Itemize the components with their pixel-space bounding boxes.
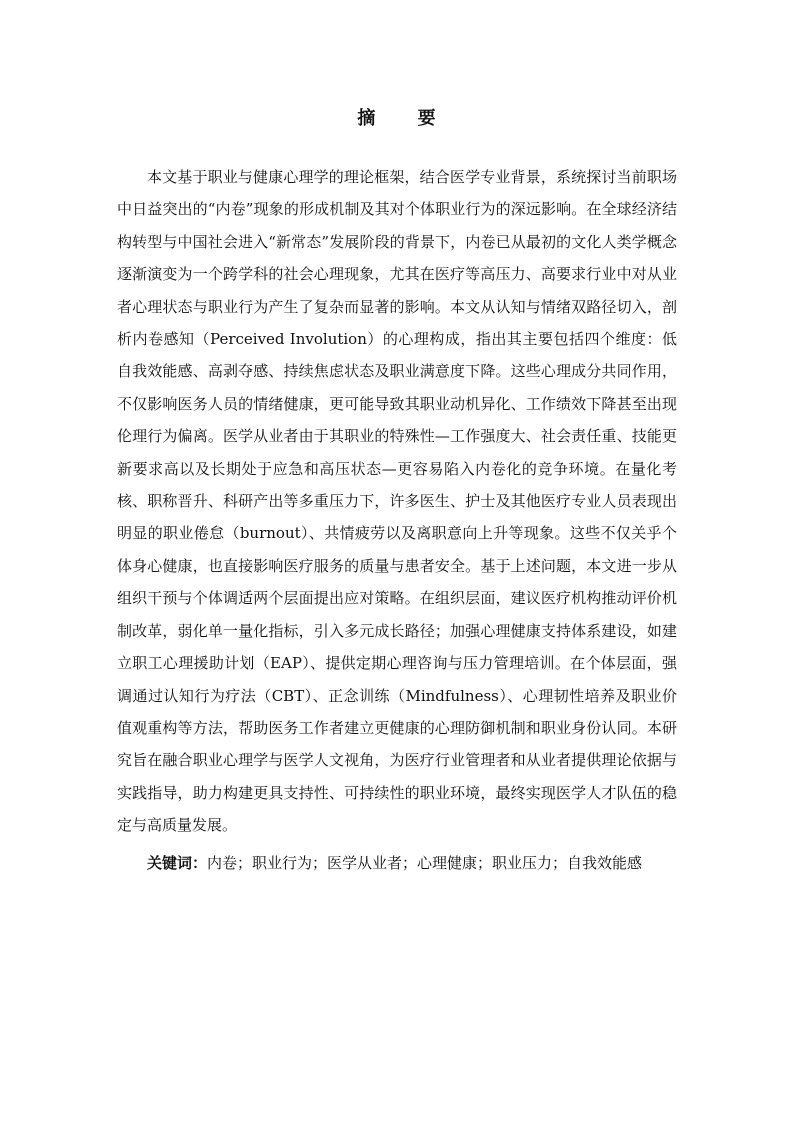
abstract-title: 摘 要 — [357, 108, 454, 129]
abstract-body: 本文基于职业与健康心理学的理论框架，结合医学专业背景，系统探讨当前职场中日益突出的“内卷”现象的形成机制及其对个体职业行为的深远影响。在全球经济结构转型与中国社会进入“新常态”发展阶段的背景下，内卷已从最初的文化人类学概念逐渐演变为一个跨学科的社会心理现象，尤其在医疗等高压力、高要求行业中对从业者心理状态与职业行为产生了复杂而显著的影响。本文从认知与情绪双路径切入，剖析内卷感知（Perceived Involution）的心理构成，指出其主要包括四个维度：低自我效能感、高剥夺感、持续焦虑状态及职业满意度下降。这些心理成分共同作用，不仅影响医务人员的情绪健康，更可能导致其职业动机异化、工作绩效下降甚至出现伦理行为偏离。医学从业者由于其职业的特殊性—工作强度大、社会责任重、技能更新要求高以及长期处于应急和高压状态—更容易陷入内卷化的竞争环境。在量化考核、职称晋升、科研产出等多重压力下，许多医生、护士及其他医疗专业人员表现出明显的职业倦怠（burnout）、共情疲劳以及离职意向上升等现象。这些不仅关乎个体身心健康，也直接影响医疗服务的质量与患者安全。基于上述问题，本文进一步从组织干预与个体调适两个层面提出应对策略。在组织层面，建议医疗机构推动评价机制改革，弱化单一量化指标，引入多元成长路径；加强心理健康支持体系建设，如建立职工心理援助计划（EAP）、提供定期心理咨询与压力管理培训。在个体层面，强调通过认知行为疗法（CBT）、正念训练（Mindfulness）、心理韧性培养及职业价值观重构等方法，帮助医务工作者建立更健康的心理防御机制和职业身份认同。本研究旨在融合职业心理学与医学人文视角，为医疗行业管理者和从业者提供理论依据与实践指导，助力构建更具支持性、可持续性的职业环境，最终实现医学人才队伍的稳定与高质量发展。 — [117, 168, 677, 835]
keywords-label: 关键词： — [147, 854, 208, 872]
keywords-line — [147, 847, 687, 879]
keywords-list: 内卷；职业行为；医学从业者；心理健康；职业压力；自我效能感 — [207, 854, 643, 872]
